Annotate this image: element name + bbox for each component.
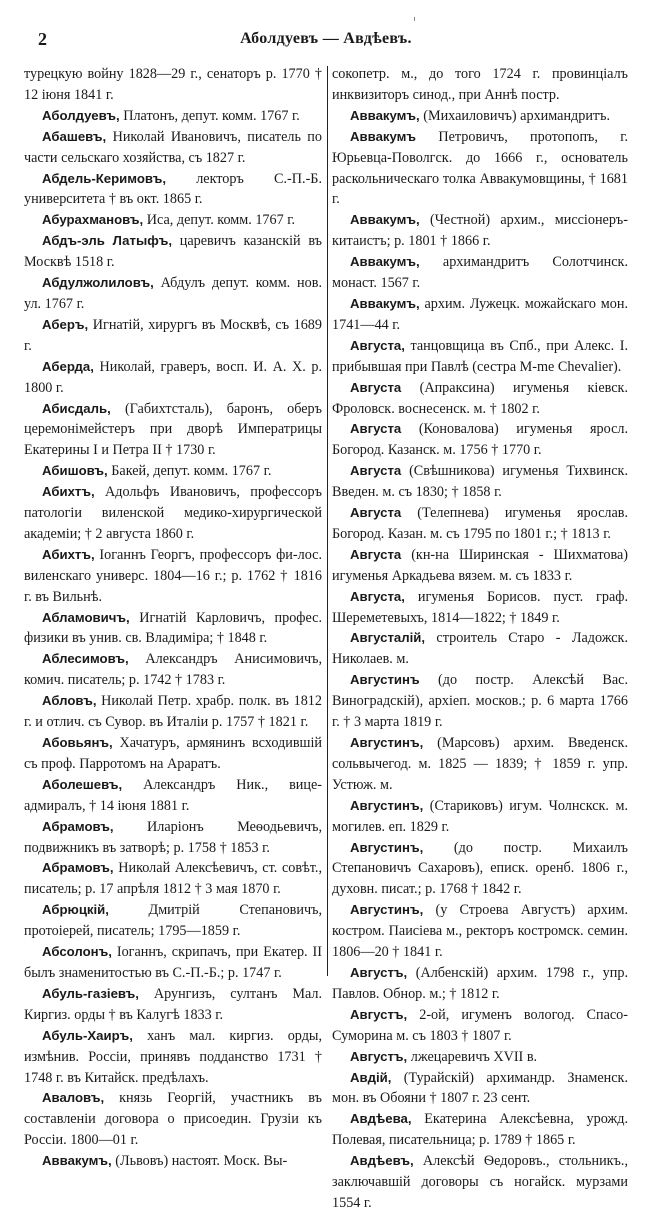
entry-text: (Турайскій) архимандр. Знаменск. мон. въ Обояни † 1807 г. 23 сент.	[332, 1069, 628, 1107]
dictionary-entry	[24, 649, 322, 691]
dictionary-entry	[332, 503, 628, 545]
entry-headword: Аберда,	[42, 358, 94, 374]
dictionary-entry	[24, 817, 322, 859]
print-speck	[414, 17, 415, 21]
column-divider	[327, 66, 328, 976]
entry-headword: Аболдуевъ,	[42, 107, 120, 123]
dictionary-entry	[24, 1151, 322, 1172]
entry-headword: Августинъ,	[350, 839, 424, 855]
dictionary-entry	[332, 106, 628, 127]
right-column	[332, 64, 628, 1214]
entry-text: (Коновалова) игуменья яросл. Богород. Казанск. м. 1756 † 1770 г.	[332, 421, 628, 459]
dictionary-entry	[332, 733, 628, 796]
dictionary-entry	[332, 127, 628, 211]
entry-text: (Марсовъ) архим. Введенск. сольвычегод. м. 1825 — 1839; † 1859 г. упр. Устюж. м.	[332, 735, 628, 793]
dictionary-entry	[332, 670, 628, 733]
entry-text: сокопетр. м., до того 1724 г. провинціалъ инквизиторъ синод., при Аннѣ постр.	[332, 66, 628, 103]
entry-text: турецкую войну 1828—29 г., сенаторъ р. 1770 † 12 іюня 1841 г.	[24, 66, 322, 103]
entry-text: (до постр. Алексѣй Вас. Виноградскій), архіеп. москов.; р. 6 марта 1766 г. † 3 марта 1819 г.	[332, 672, 628, 731]
dictionary-entry	[332, 900, 628, 963]
dictionary-entry	[24, 231, 322, 273]
page-header	[26, 28, 626, 50]
entry-headword: Абрюцкій,	[42, 902, 109, 918]
entry-text: Алексѣй Ѳедоровъ., стольникъ., заключавшій договоры съ ногайск. мурзами 1554 г.	[332, 1153, 628, 1211]
dictionary-entry	[332, 461, 628, 503]
entry-headword: Абдулжолиловъ,	[42, 275, 154, 291]
entry-text: (кн-на Ширинская - Шихматова) игуменья Аркадьева вязем. м. съ 1833 г.	[332, 546, 628, 584]
entry-headword: Абсолонъ,	[42, 944, 112, 960]
entry-headword: Аввакумъ,	[350, 254, 420, 270]
entry-headword: Августа,	[350, 588, 405, 604]
entry-headword: Аввакумъ,	[42, 1153, 112, 1169]
dictionary-entry	[24, 942, 322, 984]
entry-text: Хачатуръ, армянинъ всходившій съ проф. Парротомъ на Араратъ.	[24, 735, 322, 772]
dictionary-entry	[332, 252, 628, 294]
dictionary-entry	[24, 858, 322, 900]
entry-headword: Августинъ,	[350, 735, 424, 750]
entry-headword: Августинъ	[350, 672, 420, 688]
dictionary-entry	[24, 273, 322, 315]
dictionary-entry	[24, 315, 322, 357]
dictionary-entry	[332, 587, 628, 629]
dictionary-entry	[332, 1047, 628, 1068]
entry-text: (Свѣшникова) игуменья Тихвинск. Введен. м. съ 1830; † 1858 г.	[332, 463, 628, 501]
entry-text: лжецаревичъ XVII в.	[407, 1048, 538, 1065]
dictionary-entry	[332, 838, 628, 901]
entry-text: архимандритъ Солотчинск. монаст. 1567 г.	[332, 254, 628, 292]
dictionary-entry	[24, 1088, 322, 1151]
entry-headword: Абуль-газіевъ,	[42, 985, 139, 1001]
entry-headword: Августалій,	[350, 630, 426, 646]
entry-headword: Августа	[350, 379, 402, 395]
entry-headword: Аввакумъ,	[350, 107, 420, 123]
dictionary-entry	[332, 628, 628, 670]
entry-headword: Авдій,	[350, 1069, 392, 1085]
entry-headword: Абрамовъ,	[42, 818, 114, 834]
entry-headword: Августа	[350, 505, 402, 521]
entry-headword: Абисдаль,	[42, 400, 111, 416]
entry-text: Іоганнъ Георгъ, профессоръ фи-лос. виленскаго универс. 1804—16 г.; р. 1762 † 1816 г. въ Вильнѣ.	[24, 546, 322, 605]
entry-headword: Абихтъ,	[42, 484, 95, 500]
entry-text: Николай, граверъ, восп. И. А. Х. р. 1800 г.	[24, 358, 322, 396]
entry-headword: Августъ,	[350, 1006, 408, 1022]
entry-text: Адольфъ Ивановичъ, профессоръ патологіи виленской медико-хирургической академіи; † 2 августа 1860 г.	[24, 484, 322, 542]
left-column	[24, 64, 322, 1172]
entry-text: Бакей, депут. комм. 1767 г.	[107, 463, 272, 480]
entry-headword: Аболешевъ,	[42, 776, 123, 792]
dictionary-entry	[24, 545, 322, 608]
entry-text: царевичъ казанскій въ Москвѣ 1518 г.	[24, 233, 322, 271]
entry-text: Арунгизъ, султанъ Мал. Киргиз. орды † въ Калугѣ 1833 г.	[24, 985, 322, 1023]
entry-headword: Абловъ,	[42, 693, 97, 709]
entry-text: Александръ Анисимовичъ, комич. писатель; р. 1742 † 1783 г.	[24, 651, 322, 689]
dictionary-entry	[332, 545, 628, 587]
entry-text: (у Строева Августъ) архим. костром. Паисіева м., ректоръ костромск. семин. 1806—20 † 1841 г.	[332, 902, 628, 961]
entry-headword: Авдѣева,	[350, 1111, 412, 1127]
dictionary-entry	[24, 106, 322, 127]
entry-headword: Аввакумъ	[350, 128, 417, 144]
entry-text: Николай Петр. храбр. полк. въ 1812 г. и отлич. съ Сувор. въ Италіи р. 1757 † 1821 г.	[24, 693, 322, 731]
dictionary-entry	[24, 775, 322, 817]
entry-text: Николай Ивановичъ, писатель по части сельскаго хозяйства, съ 1827 г.	[24, 128, 322, 166]
dictionary-entry	[24, 984, 322, 1026]
entry-text: игуменья Борисов. пуст. граф. Шереметевыхъ, 1814—1822; † 1849 г.	[332, 588, 628, 626]
entry-headword: Августъ,	[350, 964, 408, 980]
dictionary-entry	[24, 210, 322, 231]
entry-text: (Михаиловичъ) архимандритъ.	[419, 107, 611, 124]
entry-text: Иларіонъ Меѳодьевичъ, подвижникъ въ затворѣ; р. 1758 † 1853 г.	[24, 818, 322, 856]
dictionary-entry	[24, 127, 322, 169]
dictionary-entry	[332, 336, 628, 378]
entry-text: Екатерина Алексѣевна, урожд. Полевая, писательница; р. 1789 † 1865 г.	[332, 1111, 628, 1149]
entry-headword: Абихтъ,	[42, 546, 95, 562]
entry-text: архим. Лужецк. можайскаго мон. 1741—44 г.	[332, 295, 628, 333]
entry-headword: Абламовичъ,	[42, 609, 130, 625]
entry-headword: Абрамовъ,	[42, 860, 114, 876]
entry-headword: Аввакумъ,	[350, 295, 420, 311]
dictionary-entry	[332, 1109, 628, 1151]
entry-text: (до постр. Михаилъ Степановичъ Сахаровъ), еписк. оренб. 1806 г., духовн. писат.; р. 1768 † 1842 г.	[332, 839, 628, 898]
dictionary-entry	[332, 796, 628, 838]
dictionary-entry	[24, 691, 322, 733]
dictionary-entry	[332, 1068, 628, 1110]
entry-headword: Абдель-Керимовъ,	[42, 170, 166, 186]
dictionary-entry	[24, 357, 322, 399]
dictionary-entry	[24, 482, 322, 545]
entry-headword: Абуль-Хаиръ,	[42, 1027, 133, 1043]
entry-text: 2-ой, игуменъ вологод. Спасо-Суморина м. съ 1803 † 1807 г.	[332, 1006, 628, 1044]
dictionary-entry	[24, 608, 322, 650]
entry-headword: Августа,	[350, 337, 405, 353]
entry-headword: Абдъ-эль Латыфъ,	[42, 233, 173, 249]
entry-text: (Албенскій) архим. 1798 г., упр. Павлов. Обнор. м.; † 1812 г.	[332, 964, 628, 1002]
entry-headword: Августа	[350, 546, 402, 562]
entry-text: (Апраксина) игуменья кіевск. Фроловск. воснесенск. м. † 1802 г.	[332, 379, 628, 417]
dictionary-entry	[24, 900, 322, 942]
entry-text: Иса, депут. комм. 1767 г.	[143, 212, 296, 229]
entry-text: (Габихтсталь), баронъ, оберъ церемонімейстеръ при дворѣ Императрицы Екатерины I и Петра II † 1730 г.	[24, 400, 322, 459]
entry-headword: Августинъ,	[350, 797, 424, 813]
dictionary-entry	[332, 1005, 628, 1047]
dictionary-entry	[24, 461, 322, 482]
entry-text: строитель Старо - Ладожск. Николаев. м.	[332, 630, 628, 668]
dictionary-entry	[24, 1026, 322, 1089]
entry-text: Александръ Ник., вице-адмиралъ, † 14 іюня 1881 г.	[24, 776, 322, 814]
dictionary-entry	[332, 419, 628, 461]
entry-text: лекторъ С.-П.-Б. университета † въ окт. 1865 г.	[24, 170, 322, 208]
entry-text: Абдулъ депут. комм. нов. ул. 1767 г.	[24, 275, 322, 312]
entry-text: танцовщица въ Спб., при Алекс. I. прибывшая при Павлѣ (сестра M-me Chevalier).	[332, 337, 628, 375]
entry-text: Іоганнъ, скрипачъ, при Екатер. II былъ знаменитостью въ С.-П.-Б.; р. 1747 г.	[24, 944, 322, 981]
dictionary-entry	[24, 169, 322, 211]
entry-text: Игнатій, хирургъ въ Москвѣ, съ 1689 г.	[24, 316, 322, 354]
entry-continuation	[332, 64, 628, 106]
entry-text: Дмитрій Степановичъ, протоіерей, писатель; 1795—1859 г.	[24, 902, 322, 940]
entry-text: князь Георгій, участникъ въ составленіи договора о присоедин. Грузіи къ Россіи. 1800—01 г.	[24, 1090, 322, 1149]
entry-headword: Аберъ,	[42, 316, 89, 332]
page-number: 2	[38, 29, 47, 49]
entry-headword: Августа	[350, 421, 402, 437]
entry-text: Петровичъ, протопопъ, г. Юрьевца-Поволгск. до 1666 г., основатель раскольническаго толка Аввакумовщины, † 1681 г.	[332, 128, 628, 208]
entry-continuation	[24, 64, 322, 106]
dictionary-entry	[332, 963, 628, 1005]
entry-headword: Августинъ,	[350, 902, 424, 918]
entry-headword: Абишовъ,	[42, 463, 108, 479]
dictionary-entry	[332, 378, 628, 420]
entry-text: Игнатій Карловичъ, профес. физики въ унив. св. Владиміра; † 1848 г.	[24, 609, 322, 647]
entry-text: (Честной) архим., миссіонеръ-китаистъ; р. 1801 † 1866 г.	[332, 212, 628, 250]
entry-text: Платонъ, депут. комм. 1767 г.	[119, 107, 300, 124]
entry-text: Николай Алексѣевичъ, ст. совѣт., писатель; р. 17 апрѣля 1812 † 3 мая 1870 г.	[24, 860, 322, 898]
entry-text: ханъ мал. киргиз. орды, измѣнив. Россіи, принявъ подданство 1731 † 1748 г. въ Китайск. предѣлахъ.	[24, 1027, 322, 1086]
entry-headword: Аввакумъ,	[350, 212, 420, 228]
entry-headword: Абурахмановъ,	[42, 212, 144, 228]
entry-headword: Аваловъ,	[42, 1090, 105, 1106]
entry-headword: Абовьянъ,	[42, 735, 113, 750]
dictionary-entry	[332, 1151, 628, 1214]
entry-text: (Стариковъ) игум. Чолнскск. м. могилев. еп. 1829 г.	[332, 797, 628, 835]
entry-headword: Аблесимовъ,	[42, 651, 129, 667]
dictionary-entry	[332, 210, 628, 252]
running-head: Аболдуевъ — Авдѣевъ.	[240, 30, 412, 47]
entry-text: (Львовъ) настоят. Моск. Вы-	[111, 1153, 288, 1170]
dictionary-entry	[24, 733, 322, 775]
entry-headword: Авдѣевъ,	[350, 1153, 414, 1169]
dictionary-entry	[332, 294, 628, 336]
entry-headword: Августъ,	[350, 1048, 408, 1064]
dictionary-entry	[24, 399, 322, 462]
entry-headword: Августа	[350, 463, 402, 479]
entry-text: (Телепнева) игуменья ярослав. Богород. Казан. м. съ 1795 по 1801 г.; † 1813 г.	[332, 505, 628, 542]
entry-headword: Абашевъ,	[42, 128, 107, 144]
